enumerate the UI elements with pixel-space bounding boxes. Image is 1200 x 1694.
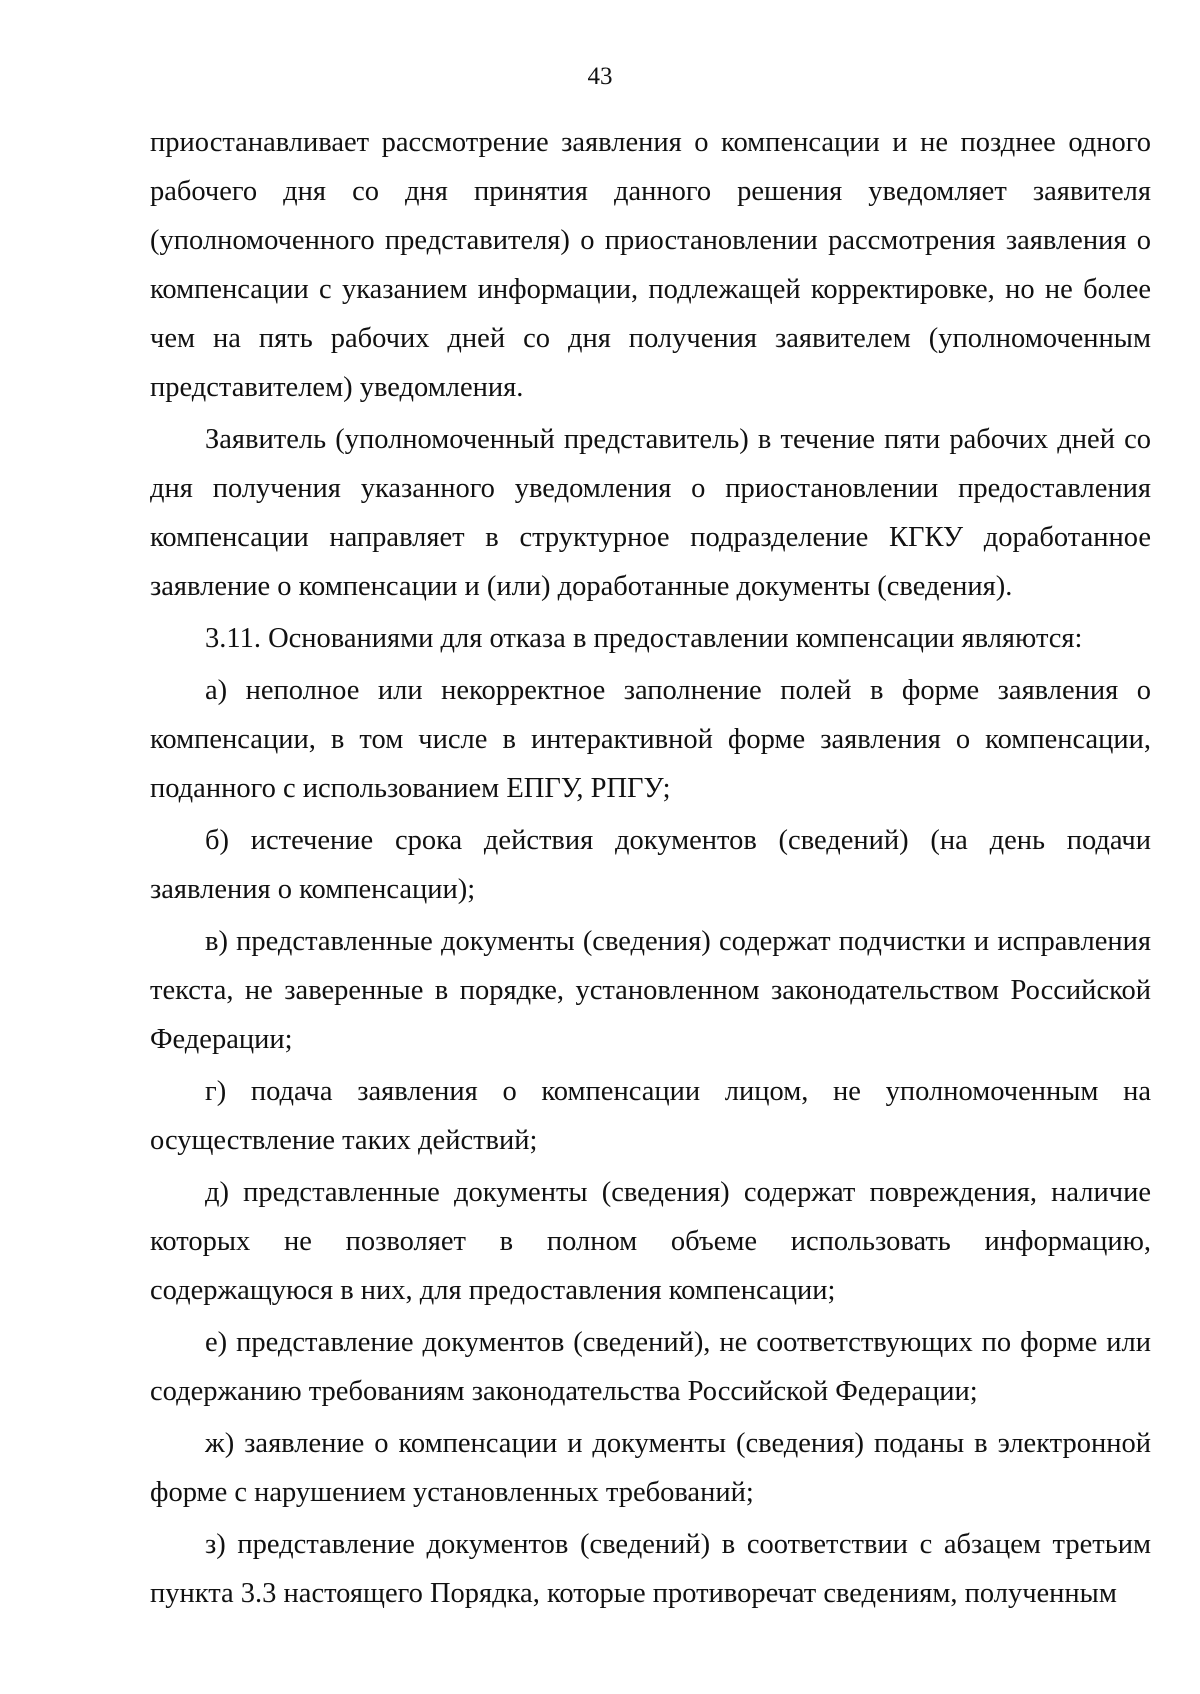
list-item-e: е) представление документов (сведений), не соответствующих по форме или содержанию требованиям законодательства Российской Федерации; <box>150 1327 1151 1407</box>
list-item-b: б) истечение срока действия документов (сведений) (на день подачи заявления о компенсации); <box>150 825 1151 905</box>
page-number: 43 <box>587 63 613 90</box>
paragraph-continuation: приостанавливает рассмотрение заявления о компенсации и не позднее одного рабочего дня со дня принятия данного решения уведомляет заявителя (уполномоченного представителя) о приостановлении рассмотрения заявления о компенсации с указанием информации, подлежащей корректировке, но не более чем на пять рабочих дней со дня получения заявителем (уполномоченным представителем) уведомления. <box>150 127 1151 403</box>
document-body <box>150 118 1151 1618</box>
list-item-g: г) подача заявления о компенсации лицом, не уполномоченным на осуществление таких действий; <box>150 1076 1151 1156</box>
list-item-z: з) представление документов (сведений) в соответствии с абзацем третьим пункта 3.3 настоящего Порядка, которые противоречат сведениям, полученным <box>150 1529 1151 1609</box>
paragraph-clause-3-11: 3.11. Основаниями для отказа в предоставлении компенсации являются: <box>205 623 1083 654</box>
list-item-zh: ж) заявление о компенсации и документы (сведения) поданы в электронной форме с нарушением установленных требований; <box>150 1428 1151 1508</box>
list-item-v: в) представленные документы (сведения) содержат подчистки и исправления текста, не заверенные в порядке, установленном законодательством Российской Федерации; <box>150 926 1151 1055</box>
list-item-d: д) представленные документы (сведения) содержат повреждения, наличие которых не позволяет в полном объеме использовать информацию, содержащуюся в них, для предоставления компенсации; <box>150 1177 1151 1306</box>
paragraph-applicant-resubmission: Заявитель (уполномоченный представитель) в течение пяти рабочих дней со дня получения указанного уведомления о приостановлении предоставления компенсации направляет в структурное подразделение КГКУ доработанное заявление о компенсации и (или) доработанные документы (сведения). <box>150 424 1151 602</box>
list-item-a: а) неполное или некорректное заполнение полей в форме заявления о компенсации, в том числе в интерактивной форме заявления о компенсации, поданного с использованием ЕПГУ, РПГУ; <box>150 675 1151 804</box>
